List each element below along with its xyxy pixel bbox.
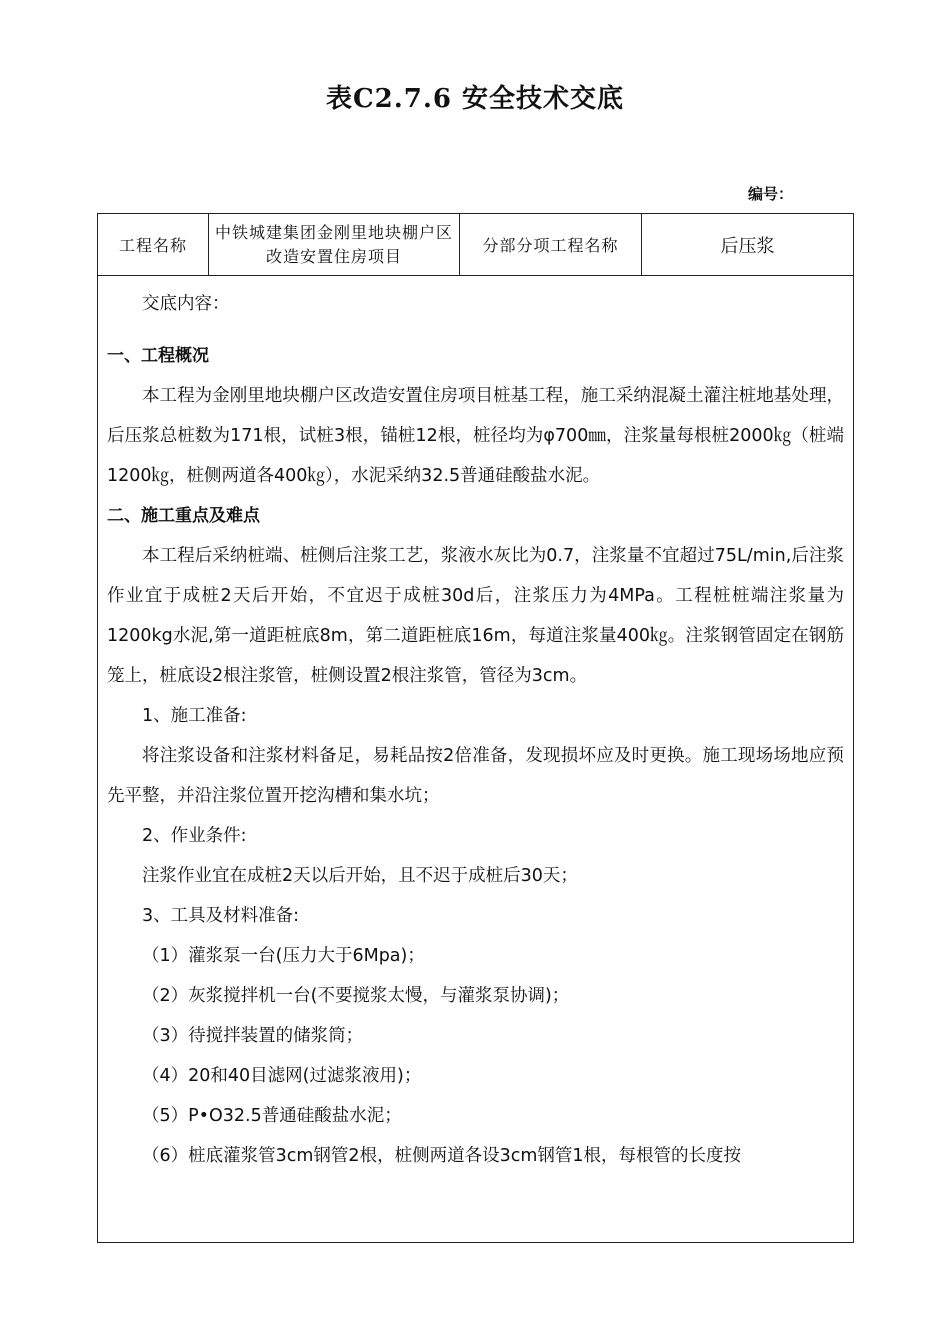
table-header-row [98,214,853,276]
list-item: （1）灌浆泵一台(压力大于6Mpa)； [142,946,425,966]
section-key-points-text: 本工程后采纳桩端、桩侧后注浆工艺，浆液水灰比为0.7，注浆量不宜超过75L/min,后注浆作业宜于成桩2天后开始，不宜迟于成桩30d后，注浆压力为4MPa。工程桩桩端注浆量为1200kg水泥,第一道距桩底8m，第二道距桩底16m，每道注浆量400㎏。注浆钢管固定在钢筋笼上，桩底设2根注浆管，桩侧设置2根注浆管，管径为3cm。 [107,546,844,686]
disclosure-content [98,276,853,1176]
project-name-value: 中铁城建集团金刚里地块棚户区改造安置住房项目 [209,214,460,275]
prep-text: 将注浆设备和注浆材料备足，易耗品按2倍准备，发现损坏应及时更换。施工现场场地应预先平整，并沿注浆位置开挖沟槽和集水坑； [107,746,844,806]
list-item: （3）待搅拌装置的储浆筒； [142,1026,364,1046]
list-item: （2）灰浆搅拌机一台(不要搅浆太慢，与灌浆泵协调)； [142,986,570,1006]
section-overview-text: 本工程为金刚里地块棚户区改造安置住房项目桩基工程，施工采纳混凝土灌注桩地基处理，后压浆总桩数为171根，试桩3根，锚桩12根，桩径均为φ700㎜，注浆量每根桩2000㎏（桩端1200㎏，桩侧两道各400㎏），水泥采纳32.5普通硅酸盐水泥。 [107,386,844,486]
project-name-label: 工程名称 [98,214,209,275]
conditions-text: 注浆作业宜在成桩2天以后开始，且不迟于成桩后30天； [142,866,578,886]
document-title: 表C2.7.6 安全技术交底 [325,84,625,114]
section-key-points-heading: 二、施工重点及难点 [107,506,260,526]
subproject-name-label: 分部分项工程名称 [460,214,642,275]
serial-number-label: 编号： [748,185,794,203]
section-overview-heading: 一、工程概况 [107,346,209,366]
disclosure-table [97,213,854,1243]
intro-label: 交底内容： [142,294,230,314]
list-item: （5）P•O32.5普通硅酸盐水泥； [142,1106,402,1126]
subproject-name-value: 后压浆 [720,235,775,257]
list-item: （6）桩底灌浆管3cm钢管2根，桩侧两道各设3cm钢管1根，每根管的长度按 [142,1146,742,1166]
prep-heading: 1、施工准备: [142,706,247,726]
list-item: （4）20和40目滤网(过滤浆液用)； [142,1066,422,1086]
tools-heading: 3、工具及材料准备: [142,906,300,926]
conditions-heading: 2、作业条件: [142,826,247,846]
